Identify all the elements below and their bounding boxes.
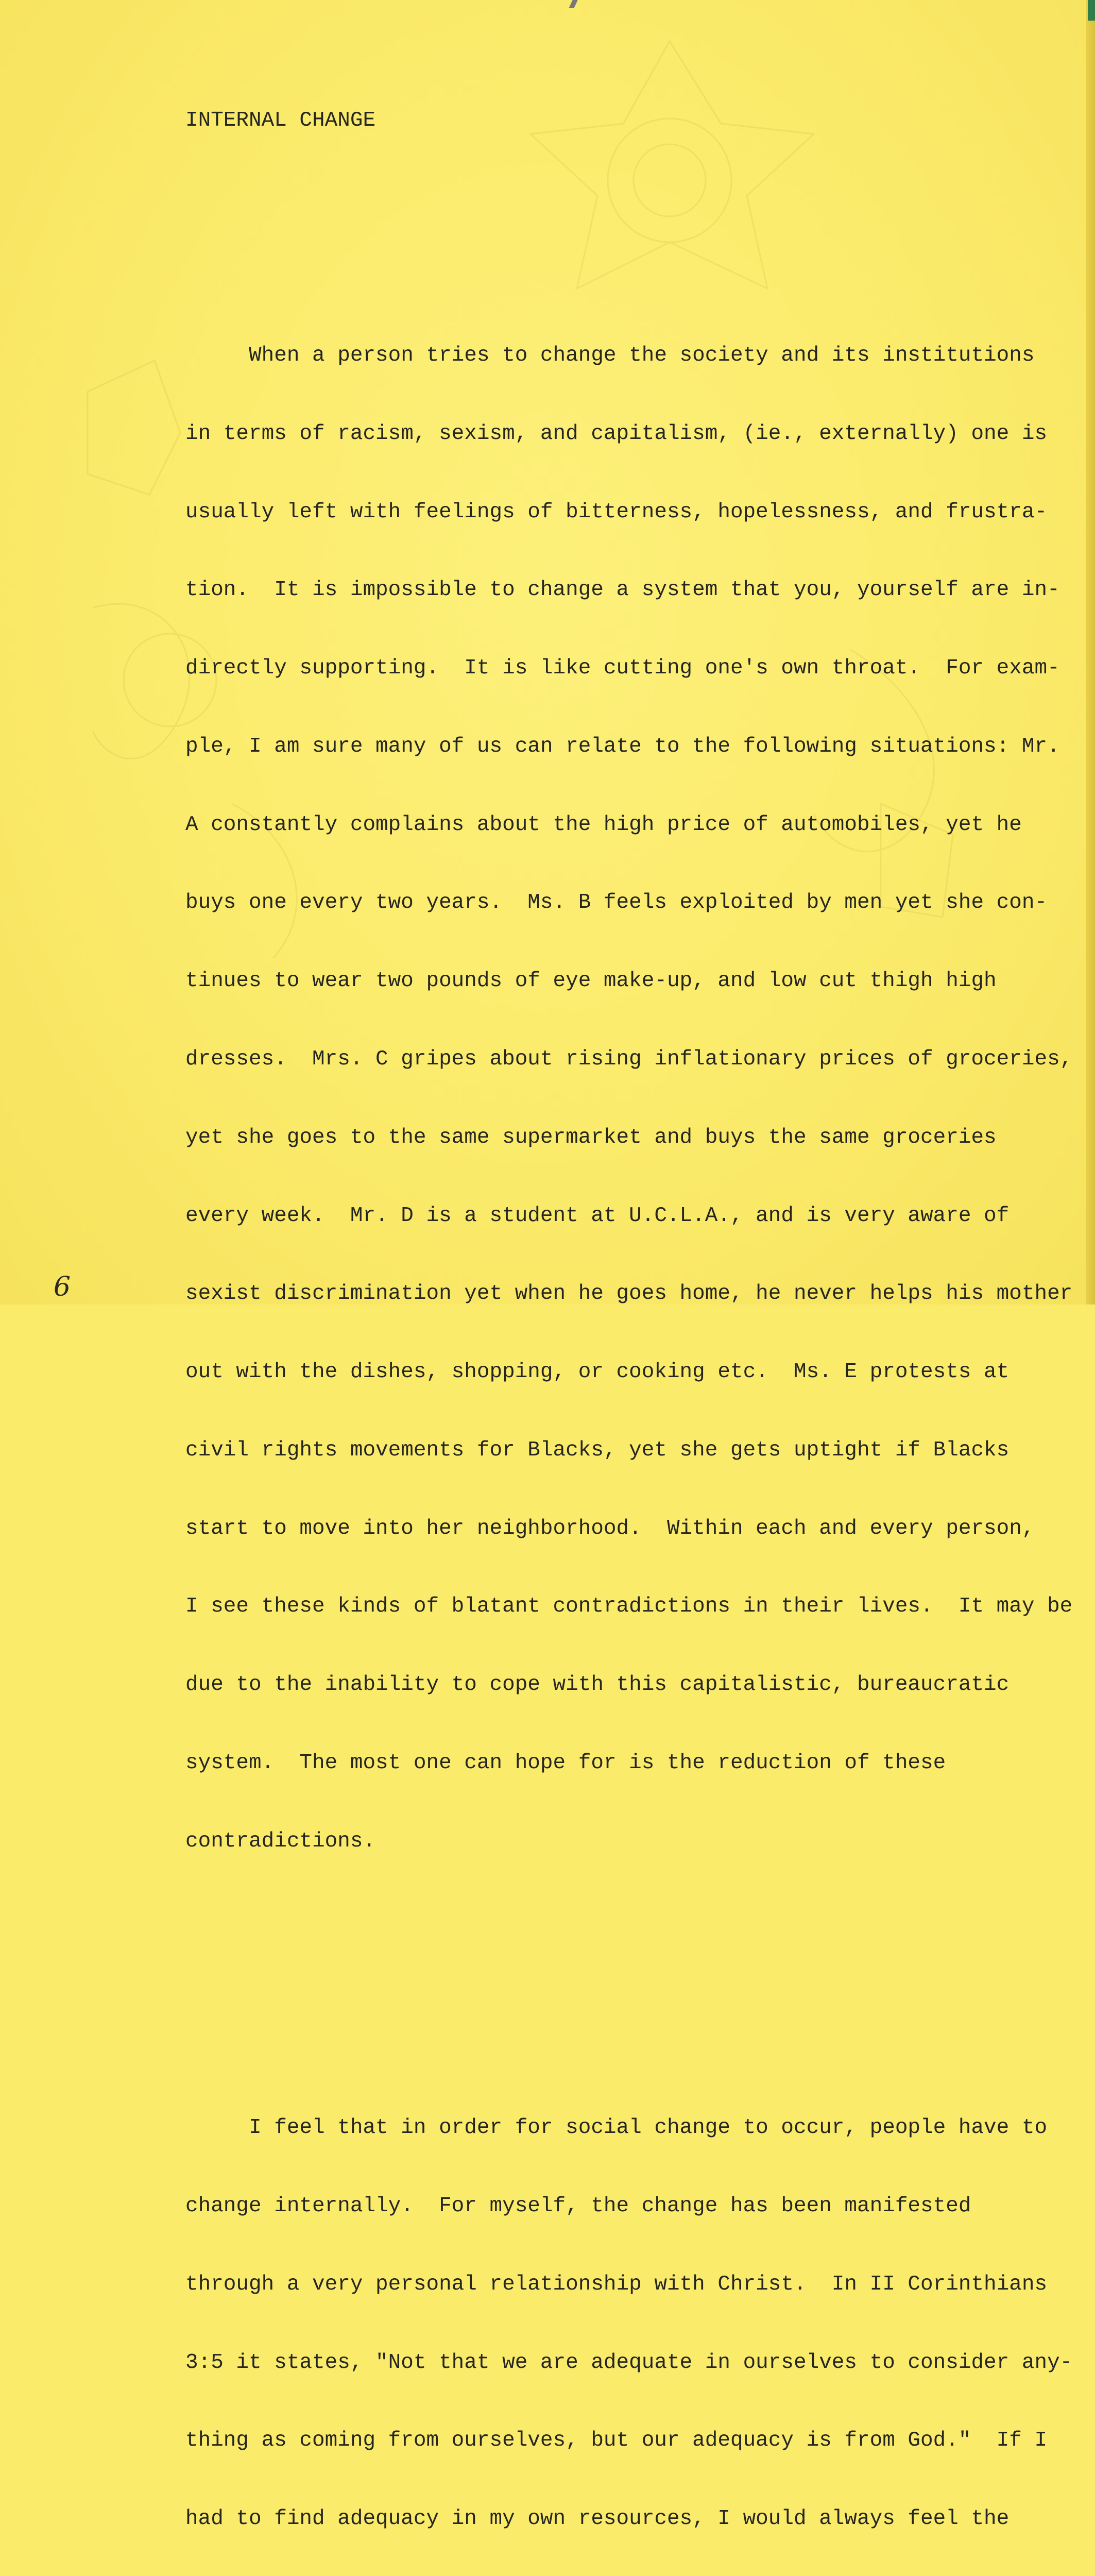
text-line: tion. It is impossible to change a system that you, yourself are in- bbox=[185, 578, 1060, 602]
staple-mark bbox=[569, 0, 577, 8]
text-line: system. The most one can hope for is the reduction of these bbox=[185, 1751, 946, 1775]
text-line: sexist discrimination yet when he goes home, he never helps his mother bbox=[185, 1282, 1073, 1306]
text-line: I see these kinds of blatant contradictions in their lives. It may be bbox=[185, 1595, 1073, 1619]
text-line: I feel that in order for social change to occur, people have to bbox=[185, 2116, 1048, 2140]
text-line: every week. Mr. D is a student at U.C.L.A., and is very aware of bbox=[185, 1204, 1010, 1228]
text-line: directly supporting. It is like cutting one's own throat. For exam- bbox=[185, 656, 1060, 681]
text-line: had to find adequacy in my own resources, I would always feel the bbox=[185, 2507, 1010, 2531]
text-line: 3:5 it states, "Not that we are adequate in ourselves to consider any- bbox=[185, 2350, 1073, 2375]
text-line: start to move into her neighborhood. Within each and every person, bbox=[185, 1516, 1035, 1540]
text-line: When a person tries to change the society and its institutions bbox=[185, 343, 1035, 367]
text-line: change internally. For myself, the change has been manifested bbox=[185, 2194, 971, 2218]
page-corner-tab bbox=[1088, 0, 1095, 21]
text-line: dresses. Mrs. C gripes about rising inflationary prices of groceries, bbox=[185, 1047, 1073, 1071]
text-line: through a very personal relationship with Christ. In II Corinthians bbox=[185, 2272, 1048, 2296]
text-line: civil rights movements for Blacks, yet she gets uptight if Blacks bbox=[185, 1438, 1010, 1462]
page-number: 6 bbox=[54, 1272, 71, 1302]
text-line: buys one every two years. Ms. B feels exploited by men yet she con- bbox=[185, 891, 1048, 915]
text-line: usually left with feelings of bitterness, hopelessness, and frustra- bbox=[185, 500, 1048, 524]
text-line: ple, I am sure many of us can relate to the following situations: Mr. bbox=[185, 734, 1060, 758]
paragraph-2 bbox=[185, 2063, 1092, 2576]
text-line: thing as coming from ourselves, but our adequacy is from God." If I bbox=[185, 2429, 1048, 2453]
text-line: in terms of racism, sexism, and capitalism, (ie., externally) one is bbox=[185, 421, 1048, 446]
article-body bbox=[185, 56, 1092, 2576]
text-line: yet she goes to the same supermarket and buys the same groceries bbox=[185, 1125, 997, 1149]
paragraph-1 bbox=[185, 291, 1092, 1907]
text-line: out with the dishes, shopping, or cooking etc. Ms. E protests at bbox=[185, 1360, 1010, 1384]
text-line: tinues to wear two pounds of eye make-up, and low cut thigh high bbox=[185, 969, 997, 993]
text-line: contradictions. bbox=[185, 1829, 376, 1853]
article-title: INTERNAL CHANGE bbox=[185, 109, 376, 133]
text-line: due to the inability to cope with this capitalistic, bureaucratic bbox=[185, 1673, 1010, 1697]
text-line: A constantly complains about the high price of automobiles, yet he bbox=[185, 812, 1022, 837]
